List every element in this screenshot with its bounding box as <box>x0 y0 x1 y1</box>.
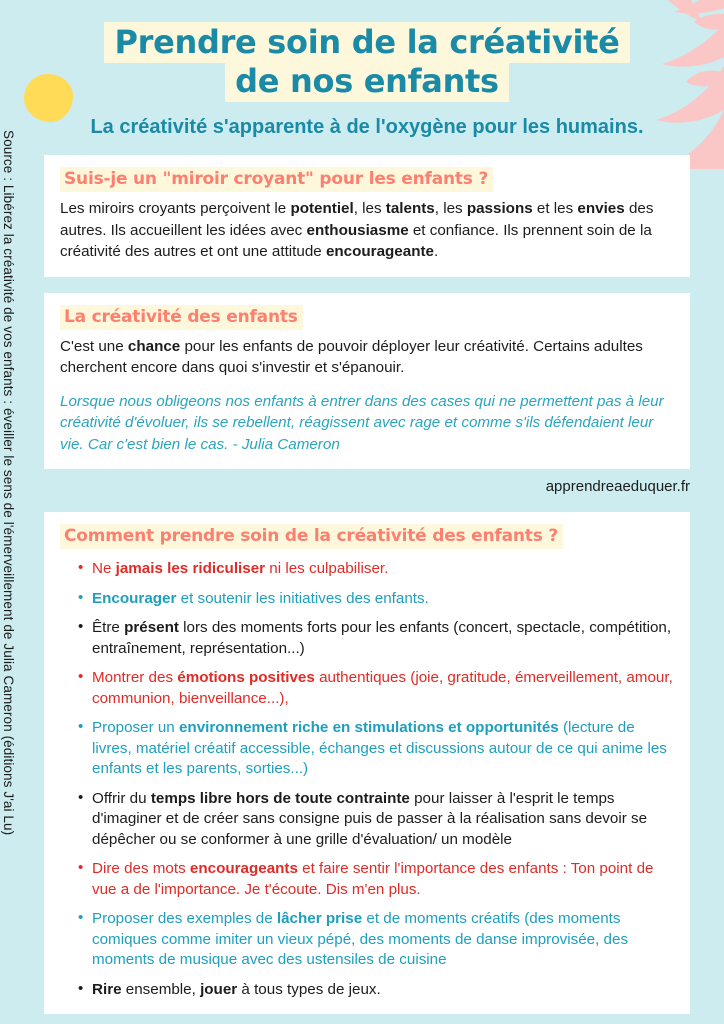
page-title <box>44 0 690 102</box>
plain-text: ensemble, <box>121 980 201 998</box>
plain-text: et soutenir les initiatives des enfants. <box>176 589 429 607</box>
section-heading: La créativité des enfants <box>60 305 303 330</box>
list-item <box>60 789 674 851</box>
emphasis-text: passions <box>466 200 533 217</box>
plain-text: et faire sentir l'importance des enfants : Ton point de vue a de l'importance. Je t'écoute. Dis m'en plus. <box>92 860 654 898</box>
plain-text: Montrer des <box>92 669 178 686</box>
plain-text: , les <box>434 200 467 217</box>
emphasis-text: lâcher prise <box>276 910 363 927</box>
plain-text: à tous types de jeux. <box>237 980 381 998</box>
list-item <box>60 859 674 900</box>
plain-text: Ne <box>92 560 116 577</box>
plain-text: authentiques (joie, gratitude, émerveillement, amour, communion, bienveillance...), <box>92 669 673 707</box>
tips-list <box>60 559 674 1000</box>
plain-text: (lecture de livres, matériel créatif accessible, échanges et discussions autour de ce qui anime les enfants et les parents, sorties...) <box>92 719 667 777</box>
section-paragraph <box>60 198 674 263</box>
section-heading: Comment prendre soin de la créativité des enfants ? <box>60 524 563 549</box>
section-paragraph <box>60 336 674 379</box>
title-line-1: Prendre soin de la créativité <box>104 22 629 63</box>
plain-text: Être <box>92 619 125 636</box>
plain-text: pour les enfants de pouvoir déployer leur créativité. Certains adultes cherchent encore dans quoi s'investir et s'épanouir. <box>60 337 643 376</box>
source-credit: Source : Libérez la créativité de vos enfants : éveiller le sens de l'émerveillement de Julia Cameron (éditions J'ai Lu) <box>1 130 16 836</box>
list-item <box>60 718 674 780</box>
plain-text: C'est une <box>60 337 128 355</box>
plain-text: Offrir du <box>92 789 151 807</box>
plain-text: lors des moments forts pour les enfants (concert, spectacle, compétition, entraînement, représentation...) <box>92 619 672 657</box>
plain-text: et les <box>532 200 578 217</box>
plain-text: , les <box>353 200 386 217</box>
section-card-mirror <box>44 155 690 277</box>
list-item <box>60 618 674 659</box>
plain-text: et de moments créatifs (des moments comiques comme imiter un vieux pépé, des moments de danse improvisée, des moments de musique avec des ustensiles de cuisine <box>92 910 629 968</box>
emphasis-text: jouer <box>200 980 238 998</box>
website-url[interactable]: apprendreaeduquer.fr <box>545 478 690 495</box>
plain-text: et confiance. Ils prennent soin de la créativité des autres et ont une attitude <box>60 221 652 260</box>
title-line-2: de nos enfants <box>225 61 509 102</box>
emphasis-text: envies <box>577 200 625 217</box>
section-heading: Suis-je un "miroir croyant" pour les enfants ? <box>60 167 493 192</box>
list-item <box>60 668 674 709</box>
plain-text: ni les culpabiliser. <box>265 560 389 577</box>
emphasis-text: encourageante <box>325 243 434 260</box>
emphasis-text: enthousiasme <box>306 221 409 239</box>
section-card-tips <box>44 512 690 1014</box>
emphasis-text: Encourager <box>92 589 177 607</box>
emphasis-text: chance <box>127 337 181 355</box>
section-quote: Lorsque nous obligeons nos enfants à entrer dans des cases qui ne permettent pas à leur créativité d'évoluer, ils se rebellent, réagissent avec rage et comme s'ils défendaient leur vie. Car c'est bien le cas. - Julia Cameron <box>60 392 664 453</box>
page-content <box>44 0 690 1024</box>
plain-text: Proposer un <box>92 719 179 736</box>
emphasis-text: émotions positives <box>177 669 315 686</box>
list-item <box>60 980 674 1001</box>
emphasis-text: encourageants <box>189 860 298 877</box>
plain-text: Les miroirs croyants perçoivent le <box>60 200 291 217</box>
emphasis-text: jamais les ridiculiser <box>115 560 266 577</box>
emphasis-text: présent <box>124 619 179 636</box>
plain-text: . <box>434 243 439 260</box>
plain-text: pour laisser à l'esprit le temps d'imaginer et de créer sans consigne puis de passer à la réalisation sans devoir se dépêcher ou se conformer à une grille d'évaluation/ un modèle <box>92 789 648 848</box>
page-subtitle: La créativité s'apparente à de l'oxygène pour les humains. <box>90 116 644 138</box>
plain-text: des autres. Ils accueillent les idées avec <box>60 200 654 239</box>
plain-text: Proposer des exemples de <box>92 910 277 927</box>
list-item <box>60 559 674 580</box>
emphasis-text: Rire <box>92 980 122 998</box>
emphasis-text: environnement riche en stimulations et opportunités <box>178 719 559 736</box>
emphasis-text: potentiel <box>290 200 354 217</box>
list-item <box>60 589 674 610</box>
emphasis-text: talents <box>385 200 435 217</box>
emphasis-text: temps libre hors de toute contrainte <box>150 789 410 807</box>
section-card-creativity <box>44 293 690 470</box>
plain-text: Dire des mots <box>92 860 190 877</box>
list-item <box>60 909 674 971</box>
